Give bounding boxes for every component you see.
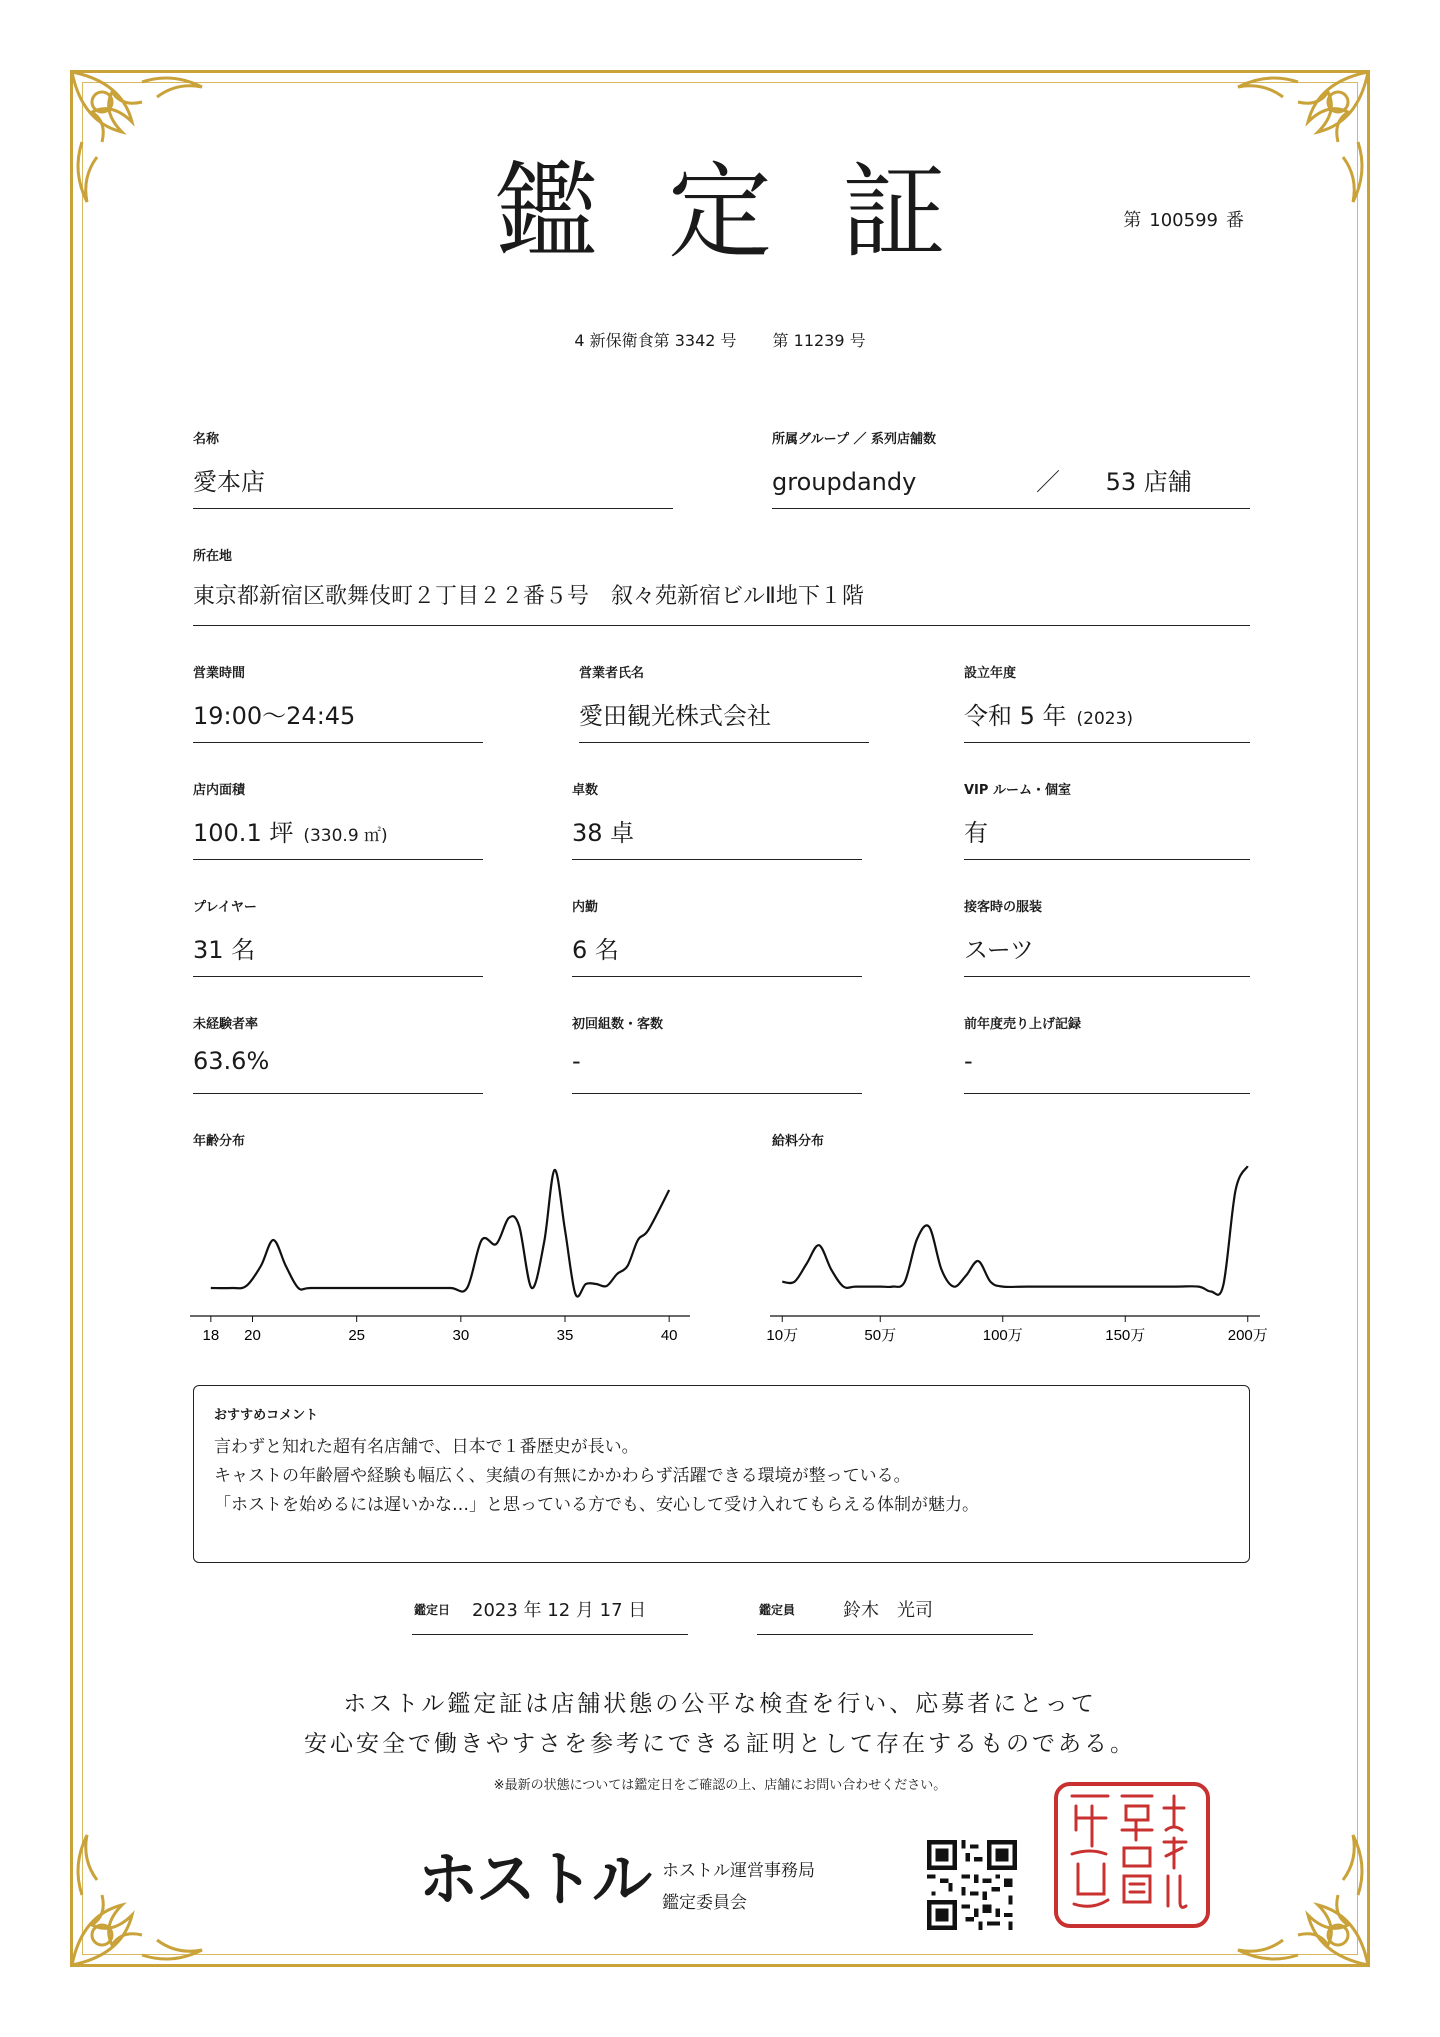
field-value	[772, 462, 1250, 509]
field-label: 営業時間	[193, 666, 246, 681]
appraisal-date-value: 2023 年 12 月 17 日	[472, 1600, 647, 1621]
salary-chart-title: 給料分布	[772, 1134, 825, 1149]
field-value: 63.6%	[193, 1047, 483, 1094]
field-label: 前年度売り上げ記録	[964, 1017, 1082, 1032]
comment-line: 「ホストを始めるには遅いかな…」と思っている方でも、安心して受け入れてもらえる体制が魅力。	[214, 1495, 979, 1515]
disclaimer-note: ※最新の状態については鑑定日をご確認の上、店舗にお問い合わせください。	[493, 1778, 947, 1793]
corner-ornament-icon	[62, 1825, 212, 1975]
field-established	[964, 662, 1250, 743]
field-value: 6 名	[572, 930, 862, 977]
field-value: スーツ	[964, 930, 1250, 977]
x-tick-label: 50万	[864, 1327, 897, 1344]
cert-number: 100599	[1149, 210, 1218, 231]
x-tick-label: 18	[202, 1327, 220, 1344]
statement-line: ホストル鑑定証は店舗状態の公平な検査を行い、応募者にとって	[343, 1691, 1097, 1717]
x-tick-label: 25	[348, 1327, 366, 1344]
group-store-count: 53 店舗	[1105, 468, 1192, 496]
group-name: groupdandy	[772, 468, 917, 496]
field-first-visits	[572, 1013, 862, 1094]
x-tick-label: 30	[452, 1327, 470, 1344]
field-label: 所在地	[193, 549, 233, 564]
field-value: 愛本店	[193, 462, 673, 509]
appraiser	[757, 1596, 1033, 1635]
field-dress	[964, 896, 1250, 977]
field-label: 店内面積	[193, 783, 246, 798]
official-seal-stamp	[1052, 1780, 1212, 1930]
field-players	[193, 896, 483, 977]
comment-line: キャストの年齢層や経験も幅広く、実績の有無にかかわらず活躍できる環境が整っている。	[214, 1466, 911, 1486]
certificate-statement	[0, 1684, 1440, 1764]
field-vip	[964, 779, 1250, 860]
field-value: 31 名	[193, 930, 483, 977]
license-numbers	[0, 328, 1440, 351]
x-tick-label: 20	[244, 1327, 261, 1344]
field-hours	[193, 662, 483, 743]
x-tick-label: 150万	[1105, 1327, 1146, 1344]
field-label: 名称	[193, 432, 220, 447]
office-line: ホストル運営事務局	[662, 1861, 815, 1881]
corner-ornament-icon	[1228, 1825, 1378, 1975]
x-tick-label: 10万	[766, 1327, 799, 1344]
field-name	[193, 428, 673, 509]
license-number-2: 第 11239 号	[772, 331, 866, 350]
field-value	[193, 813, 483, 860]
field-label: プレイヤー	[193, 900, 257, 915]
x-tick-label: 40	[660, 1327, 678, 1344]
license-number-1: 4 新保衛食第 3342 号	[574, 331, 737, 350]
area-tsubo: 100.1 坪	[193, 819, 294, 847]
established-year: 令和 5 年	[964, 702, 1067, 730]
series-line	[211, 1170, 669, 1297]
group-separator: ／	[1035, 468, 1060, 496]
field-tables	[572, 779, 862, 860]
statement-line: 安心安全で働きやすさを参考にできる証明として存在するものである。	[304, 1731, 1136, 1757]
field-value: -	[964, 1047, 1250, 1094]
field-label: 営業者氏名	[579, 666, 645, 681]
field-label: 卓数	[572, 783, 599, 798]
field-inexperienced	[193, 1013, 483, 1094]
comment-line: 言わずと知れた超有名店舗で、日本で１番歴史が長い。	[214, 1437, 639, 1457]
field-group	[772, 428, 1250, 509]
field-value: 東京都新宿区歌舞伎町２丁目２２番５号 叙々苑新宿ビルⅡ地下１階	[193, 579, 1250, 626]
area-sqm: (330.9 ㎡)	[303, 826, 388, 846]
field-area	[193, 779, 483, 860]
field-value: 19:00〜24:45	[193, 696, 483, 743]
field-value: -	[572, 1047, 862, 1094]
field-value	[964, 696, 1250, 743]
field-label: 設立年度	[964, 666, 1017, 681]
certificate-number	[1119, 206, 1248, 232]
field-label: 初回組数・客数	[572, 1017, 664, 1032]
x-tick-label: 200万	[1227, 1327, 1268, 1344]
x-tick-label: 100万	[982, 1327, 1023, 1344]
field-value: 有	[964, 813, 1250, 860]
x-tick-label: 35	[556, 1327, 574, 1344]
qr-code-icon[interactable]	[927, 1840, 1017, 1930]
field-label: 所属グループ ／ 系列店舗数	[772, 432, 937, 447]
field-value: 愛田観光株式会社	[579, 696, 869, 743]
age-distribution-chart	[190, 1150, 690, 1350]
field-address	[193, 545, 1250, 626]
page-title: 鑑定証	[493, 151, 1016, 273]
field-value: 38 卓	[572, 813, 862, 860]
field-label: 未経験者率	[193, 1017, 259, 1032]
appraisal-date-label: 鑑定日	[414, 1602, 451, 1617]
office-line: 鑑定委員会	[662, 1893, 747, 1913]
field-operator	[579, 662, 869, 743]
comment-label: おすすめコメント	[214, 1408, 319, 1423]
field-label: 内勤	[572, 900, 599, 915]
appraiser-name: 鈴木 光司	[843, 1600, 934, 1621]
cert-prefix: 第	[1123, 210, 1142, 231]
appraisal-date	[412, 1596, 688, 1635]
field-label: VIP ルーム・個室	[964, 783, 1071, 798]
field-label: 接客時の服装	[964, 900, 1043, 915]
age-chart-title: 年齢分布	[193, 1134, 246, 1149]
appraiser-label: 鑑定員	[759, 1602, 796, 1617]
hostel-logo: ホストル	[418, 1845, 650, 1915]
field-staff	[572, 896, 862, 977]
office-name	[662, 1855, 815, 1919]
salary-distribution-chart	[766, 1150, 1268, 1350]
field-sales-record	[964, 1013, 1250, 1094]
series-line	[782, 1166, 1248, 1295]
established-year-western: (2023)	[1076, 709, 1134, 729]
cert-suffix: 番	[1226, 210, 1244, 231]
recommendation-comment-box	[193, 1385, 1250, 1563]
